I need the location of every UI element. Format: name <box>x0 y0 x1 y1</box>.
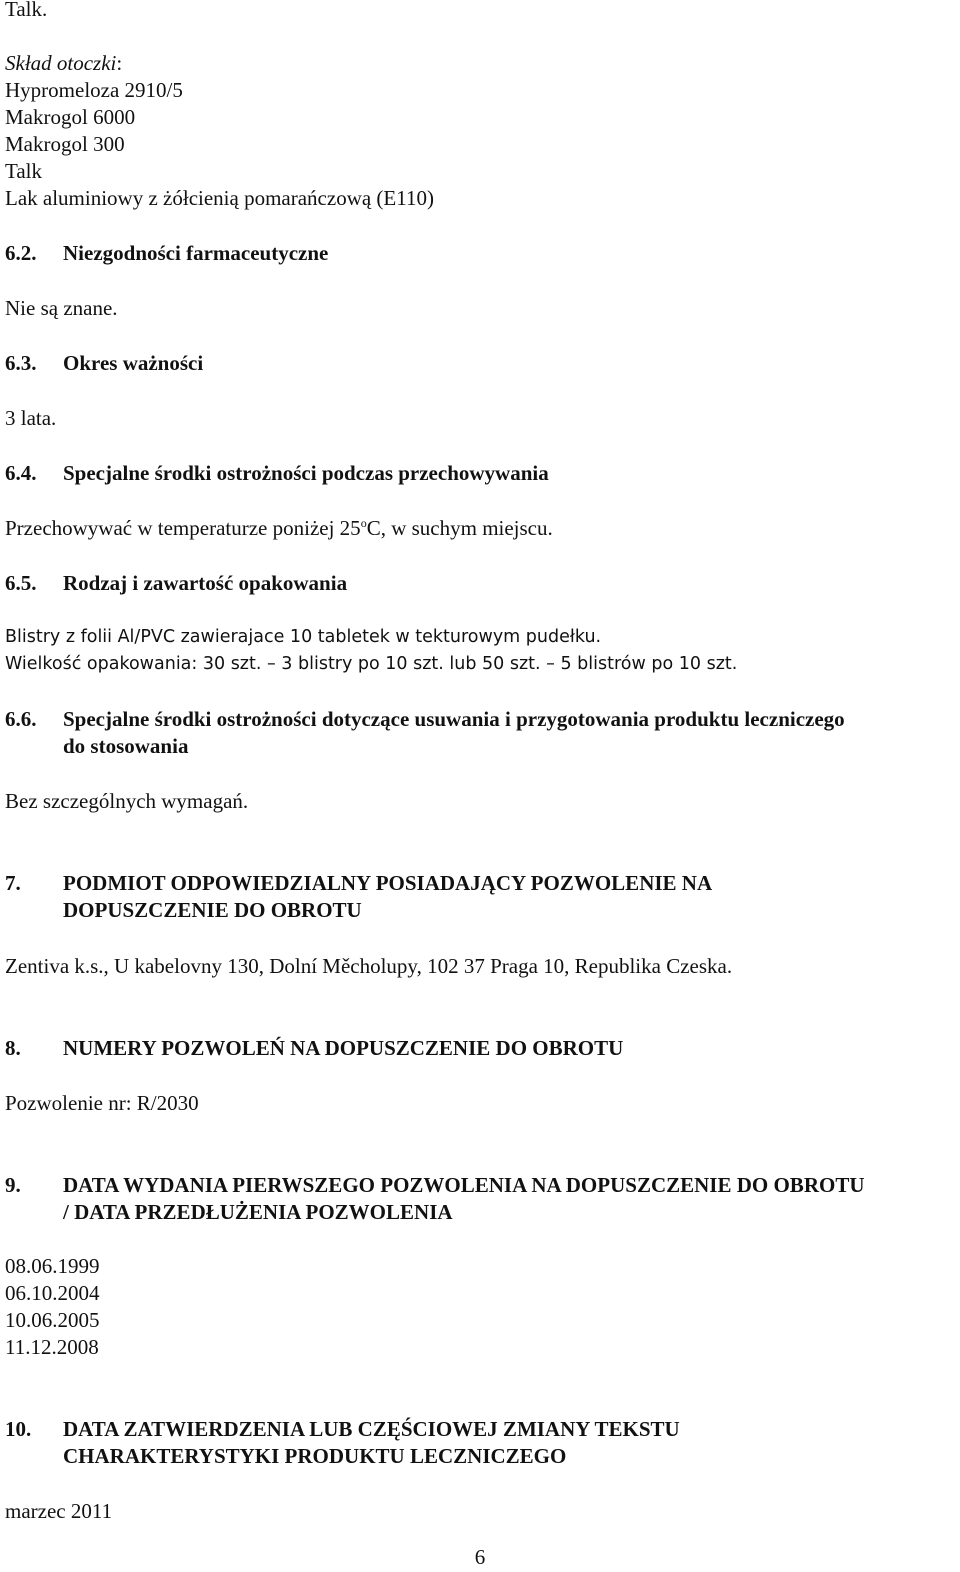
section-number: 7. <box>5 871 21 895</box>
section-heading: PODMIOT ODPOWIEDZIALNY POSIADAJĄCY POZWOLENIE NA <box>63 871 713 895</box>
intro-line: Talk. <box>5 0 48 21</box>
section-number: 9. <box>5 1173 21 1197</box>
coating-colon: : <box>116 51 123 75</box>
date-item: 08.06.1999 <box>5 1254 100 1278</box>
date-item: 10.06.2005 <box>5 1308 100 1332</box>
section-number: 6.6. <box>5 707 37 731</box>
date-item: 06.10.2004 <box>5 1281 100 1305</box>
section-body: Bez szczególnych wymagań. <box>5 789 249 813</box>
section-number: 8. <box>5 1036 21 1060</box>
section-heading: Okres ważności <box>63 351 204 375</box>
section-heading: DATA ZATWIERDZENIA LUB CZĘŚCIOWEJ ZMIANY TEKSTU <box>63 1417 680 1441</box>
section-number: 6.5. <box>5 571 37 595</box>
section-body: 3 lata. <box>5 406 57 430</box>
coating-item: Talk <box>5 159 43 183</box>
section-body: Blistry z folii Al/PVC zawierajace 10 tabletek w tekturowym pudełku. <box>5 627 602 647</box>
section-body <box>5 515 553 542</box>
section-body: Pozwolenie nr: R/2030 <box>5 1091 199 1115</box>
section-body: Nie są znane. <box>5 296 118 320</box>
storage-text-b: C, w suchym miejscu. <box>366 516 553 540</box>
page-number: 6 <box>474 1545 486 1569</box>
section-heading-cont: DOPUSZCZENIE DO OBROTU <box>63 898 362 922</box>
section-number: 10. <box>5 1417 32 1441</box>
section-heading-cont: CHARAKTERYSTYKI PRODUKTU LECZNICZEGO <box>63 1444 567 1468</box>
section-heading: NUMERY POZWOLEŃ NA DOPUSZCZENIE DO OBROTU <box>63 1036 624 1060</box>
storage-text-a: Przechowywać w temperaturze poniżej 25 <box>5 516 361 540</box>
section-heading: Specjalne środki ostrożności dotyczące usuwania i przygotowania produktu leczniczego <box>63 707 845 731</box>
section-body: marzec 2011 <box>5 1499 113 1523</box>
section-body: Zentiva k.s., U kabelovny 130, Dolní Měcholupy, 102 37 Praga 10, Republika Czeska. <box>5 954 733 978</box>
section-heading: DATA WYDANIA PIERWSZEGO POZWOLENIA NA DOPUSZCZENIE DO OBROTU <box>63 1173 865 1197</box>
coating-heading <box>5 50 122 77</box>
section-body: Wielkość opakowania: 30 szt. – 3 blistry po 10 szt. lub 50 szt. – 5 blistrów po 10 szt. <box>5 654 738 674</box>
section-number: 6.3. <box>5 351 37 375</box>
coating-label: Skład otoczki <box>5 51 117 75</box>
section-heading: Niezgodności farmaceutyczne <box>63 241 329 265</box>
coating-item: Makrogol 300 <box>5 132 125 156</box>
section-heading: Specjalne środki ostrożności podczas przechowywania <box>63 461 549 485</box>
section-number: 6.4. <box>5 461 37 485</box>
coating-item: Makrogol 6000 <box>5 105 136 129</box>
section-heading-cont: / DATA PRZEDŁUŻENIA POZWOLENIA <box>63 1200 453 1224</box>
degree-mark: o <box>360 516 367 530</box>
coating-item: Lak aluminiowy z żółcienią pomarańczową (E110) <box>5 186 434 210</box>
section-heading-cont: do stosowania <box>63 734 189 758</box>
section-heading: Rodzaj i zawartość opakowania <box>63 571 348 595</box>
section-number: 6.2. <box>5 241 37 265</box>
date-item: 11.12.2008 <box>5 1335 99 1359</box>
coating-item: Hypromeloza 2910/5 <box>5 78 183 102</box>
